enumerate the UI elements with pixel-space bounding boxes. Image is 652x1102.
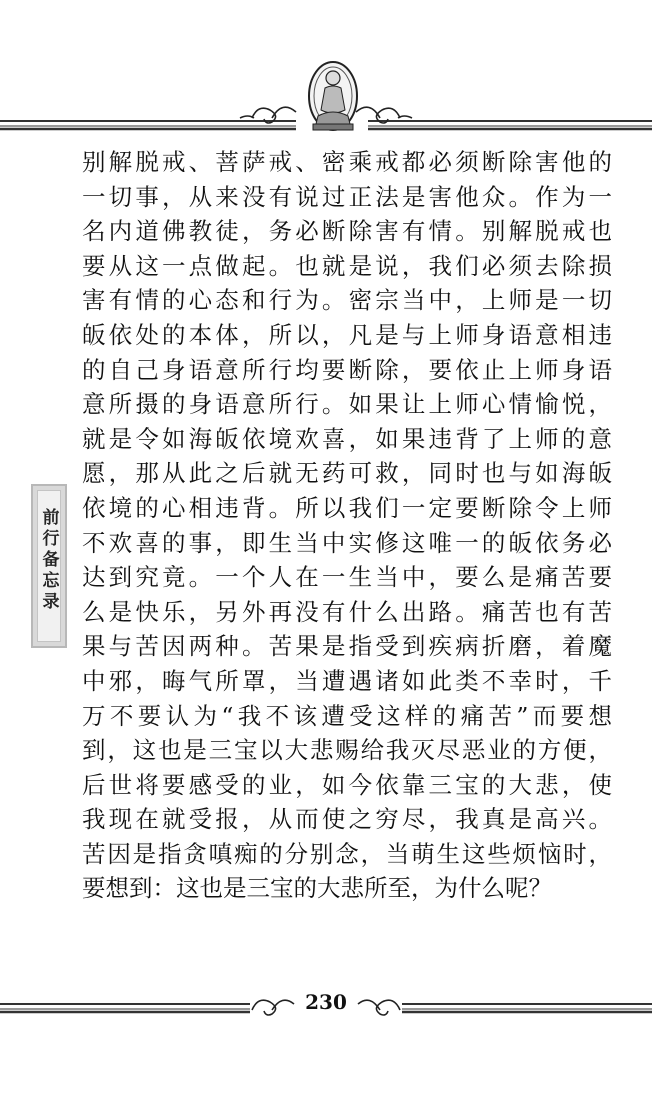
text-line: 名内道佛教徒，务必断除害有情。别解脱戒也 xyxy=(82,217,612,246)
text-line: 皈依处的本体，所以，凡是与上师身语意相违 xyxy=(82,320,612,349)
text-line: 要从这一点做起。也就是说，我们必须去除损 xyxy=(82,251,612,280)
footer-rule-left xyxy=(0,1004,250,1012)
page-number: 230 xyxy=(305,990,347,1014)
text-line: 我现在就受报，从而使之穷尽，我真是高兴。 xyxy=(82,805,612,834)
header-rule-right xyxy=(368,121,652,129)
text-line: 苦因是指贪嗔痴的分别念，当萌生这些烦恼时， xyxy=(82,839,612,868)
text-line: 害有情的心态和行为。密宗当中，上师是一切 xyxy=(82,286,612,315)
text-line: 要想到：这也是三宝的大悲所至，为什么呢？ xyxy=(82,874,552,903)
text-line: 达到究竟。一个人在一生当中，要么是痛苦要 xyxy=(82,563,612,592)
side-tab xyxy=(31,484,67,648)
text-line: 到，这也是三宝以大悲赐给我灭尽恶业的方便， xyxy=(82,736,612,765)
text-line: 愿，那从此之后就无药可救，同时也与如海皈 xyxy=(82,459,612,488)
text-line: 果与苦因两种。苦果是指受到疾病折磨，着魔 xyxy=(82,632,612,661)
header-ornament xyxy=(0,60,652,150)
text-line: 别解脱戒、菩萨戒、密乘戒都必须断除害他的 xyxy=(82,148,612,176)
text-line: 万不要认为“我不该遭受这样的痛苦”而要想 xyxy=(82,701,612,730)
text-line: 后世将要感受的业，如今依靠三宝的大悲，使 xyxy=(82,770,612,799)
deity-emblem-icon xyxy=(309,62,357,130)
text-line: 中邪，晦气所罩，当遭遇诸如此类不幸时，千 xyxy=(82,666,612,695)
side-tab-label: 前行备忘录 xyxy=(38,508,59,613)
text-line: 就是令如海皈依境欢喜，如果违背了上师的意 xyxy=(82,424,612,453)
text-line: 么是快乐，另外再没有什么出路。痛苦也有苦 xyxy=(82,597,612,626)
footer-rule-right xyxy=(402,1004,652,1012)
text-line: 的自己身语意所行均要断除，要依止上师身语 xyxy=(82,355,612,384)
body-text xyxy=(82,145,612,906)
text-line: 一切事，从来没有说过正法是害他众。作为一 xyxy=(82,182,612,211)
text-line: 依境的心相违背。所以我们一定要断除令上师 xyxy=(82,493,612,522)
header-rule-left xyxy=(0,121,296,129)
text-line: 不欢喜的事，即生当中实修这唯一的皈依务必 xyxy=(82,528,612,557)
text-line: 意所摄的身语意所行。如果让上师心情愉悦， xyxy=(82,390,612,419)
